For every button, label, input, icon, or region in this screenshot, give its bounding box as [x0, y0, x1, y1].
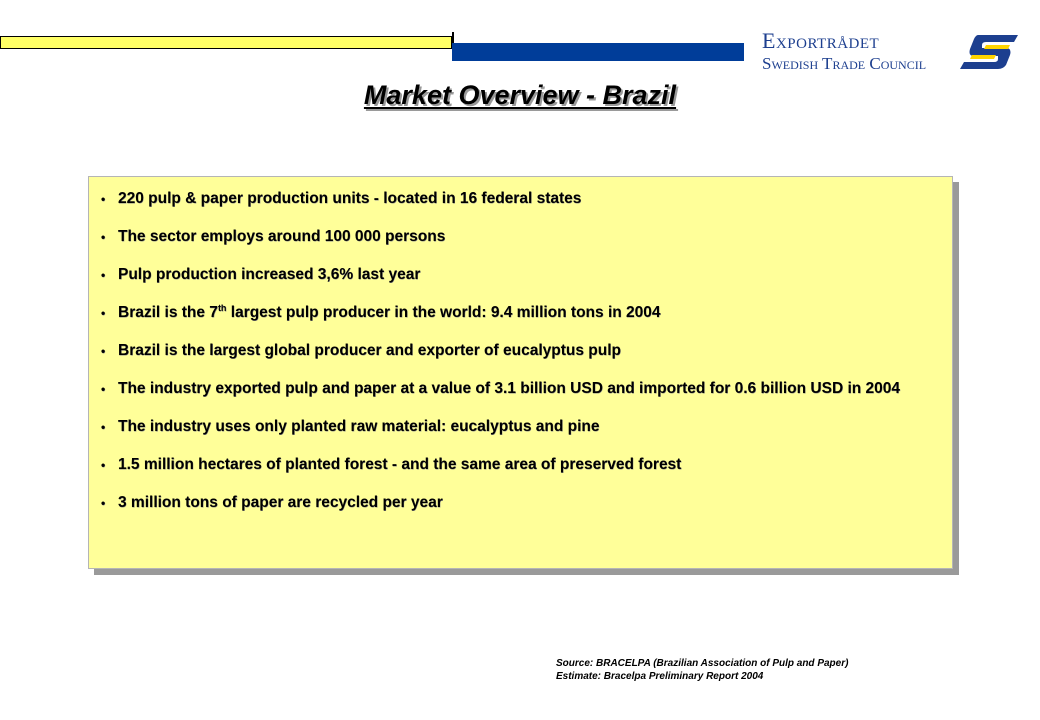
- bullet-text: largest pulp producer in the world: 9.4 million tons in 2004: [226, 304, 661, 321]
- bullet-item: • 220 pulp & paper production units - located in 16 federal states: [101, 187, 942, 211]
- bullet-text: Brazil is the 7: [118, 304, 218, 321]
- header-bar-yellow: [0, 36, 452, 49]
- page-title: Market Overview - Brazil: [363, 80, 677, 110]
- source-footnote: [556, 657, 848, 683]
- content-box: [88, 176, 953, 569]
- bullet-item: • 3 million tons of paper are recycled per year: [101, 491, 942, 515]
- logo-line1: Exportrådet: [762, 28, 880, 53]
- bullet-item: • 1.5 million hectares of planted forest - and the same area of preserved forest: [101, 453, 942, 477]
- ordinal-suffix: th: [217, 303, 227, 313]
- bullet-item: [101, 301, 942, 325]
- bullet-item: • The industry uses only planted raw material: eucalyptus and pine: [101, 415, 942, 439]
- logo-line2: Swedish Trade Council: [762, 54, 927, 73]
- source-line: Source: BRACELPA (Brazilian Association of Pulp and Paper): [556, 658, 849, 669]
- estimate-line: Estimate: Bracelpa Preliminary Report 2004: [556, 671, 764, 682]
- bullet-item: • Pulp production increased 3,6% last year: [101, 263, 942, 287]
- bullet-list: [89, 177, 952, 515]
- header-bar-blue: [452, 43, 744, 61]
- bullet-item: • Brazil is the largest global producer and exporter of eucalyptus pulp: [101, 339, 942, 363]
- bullet-item: • The sector employs around 100 000 persons: [101, 225, 942, 249]
- exportradet-s-logo-icon: [958, 33, 1020, 71]
- logo-wordmark: [762, 30, 926, 72]
- bullet-item: • The industry exported pulp and paper at a value of 3.1 billion USD and imported for 0.6 billion USD in 2004: [101, 377, 942, 401]
